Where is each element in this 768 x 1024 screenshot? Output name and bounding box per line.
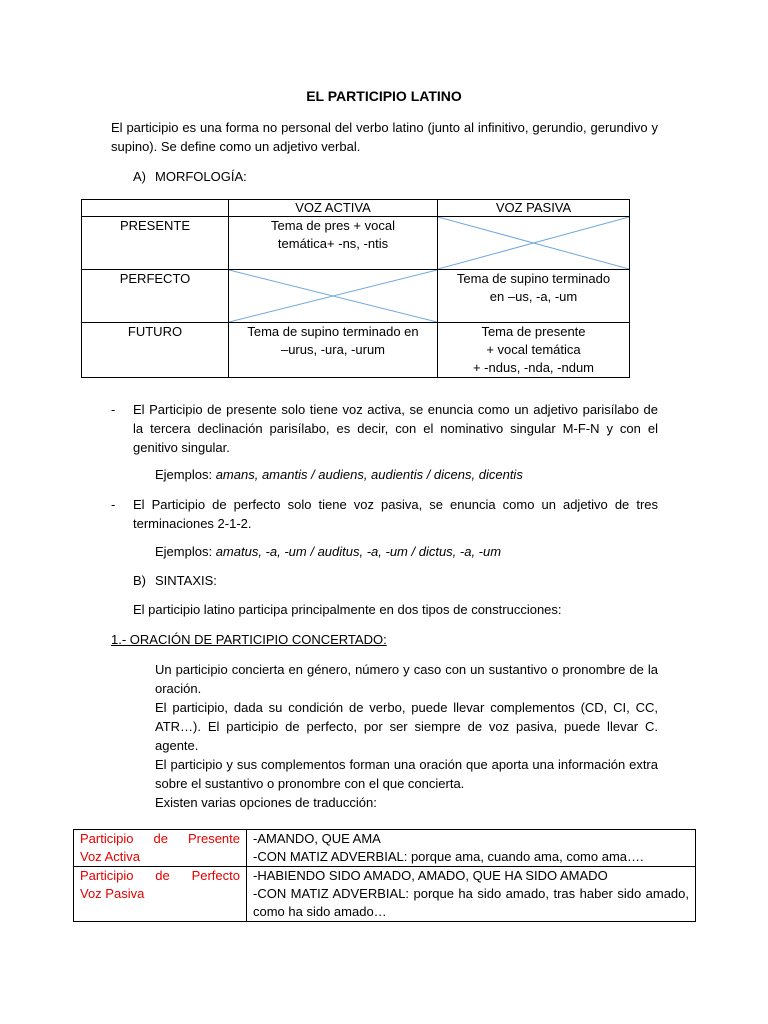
example-label: Ejemplos: <box>155 544 213 559</box>
morph-header-passive: VOZ PASIVA <box>438 200 630 217</box>
concertado-paragraph: El participio y sus complementos forman una oración que aporta una información extra sobre el sustantivo o pronombre con el que concierta. <box>155 757 658 791</box>
section-b-letter: B) <box>133 573 146 588</box>
morph-row-presente <box>82 217 630 270</box>
intro-paragraph: El participio es una forma no personal del verbo latino (junto al infinitivo, gerundio, gerundivo y supino). Se define como un adjetivo verbal. <box>111 120 658 154</box>
morphology-table <box>81 199 630 378</box>
translation-options: -AMANDO, QUE AMA -CON MATIZ ADVERBIAL: porque ama, cuando ama, como ama…. <box>247 830 696 867</box>
morph-header-active: VOZ ACTIVA <box>229 200 438 217</box>
example-perfecto <box>155 544 501 559</box>
concertado-paragraph: Un participio concierta en género, número y caso con un sustantivo o pronombre de la oración. <box>155 662 658 696</box>
morph-cell-crossed <box>229 270 438 323</box>
morph-cell-crossed <box>438 217 630 270</box>
morph-row-futuro <box>82 323 630 378</box>
translation-options: -HABIENDO SIDO AMADO, AMADO, QUE HA SIDO AMADO -CON MATIZ ADVERBIAL: porque ha sido amado, tras haber sido amado, como ha sido amado… <box>247 867 696 922</box>
morph-header-row <box>82 200 630 217</box>
bullet-text: El Participio de presente solo tiene voz activa, se enuncia como un adjetivo parisílabo de la tercera declinación parisílabo, es decir, con el nominativo singular M-F-N y con el genitivo singular. <box>133 402 658 455</box>
sintaxis-intro: El participio latino participa principalmente en dos tipos de construcciones: <box>133 602 562 617</box>
example-label: Ejemplos: <box>155 467 213 482</box>
translation-label: Participio de Presente Voz Activa <box>74 830 247 867</box>
example-presente <box>155 467 523 482</box>
morph-row-label: PRESENTE <box>82 217 229 270</box>
morph-header-empty <box>82 200 229 217</box>
translation-table <box>73 829 696 922</box>
section-a-heading <box>133 169 247 184</box>
morph-cell-active: Tema de supino terminado en –urus, -ura, -urum <box>229 323 438 378</box>
cross-out-icon <box>229 270 437 322</box>
morph-cell-active: Tema de pres + vocal temática+ -ns, -ntis <box>229 217 438 270</box>
bullet-participio-perfecto <box>111 495 658 533</box>
bullet-text: El Participio de perfecto solo tiene voz pasiva, se enuncia como un adjetivo de tres terminaciones 2-1-2. <box>133 497 658 531</box>
section-a-letter: A) <box>133 169 146 184</box>
translation-label: Participio de Perfecto Voz Pasiva <box>74 867 247 922</box>
page-title: EL PARTICIPIO LATINO <box>306 88 462 104</box>
example-value: amatus, -a, -um / auditus, -a, -um / dictus, -a, -um <box>215 544 502 559</box>
concertado-body <box>155 660 658 812</box>
morph-row-label: FUTURO <box>82 323 229 378</box>
bullet-participio-presente <box>111 400 658 457</box>
concertado-paragraph: El participio, dada su condición de verbo, puede llevar complementos (CD, CI, CC, ATR…). El participio de perfecto, por ser siempre de voz pasiva, puede llevar C. agente. <box>155 700 658 753</box>
morph-row-perfecto <box>82 270 630 323</box>
concertado-paragraph: Existen varias opciones de traducción: <box>155 795 377 810</box>
concertado-title: 1.- ORACIÓN DE PARTICIPIO CONCERTADO: <box>111 632 387 647</box>
section-a-label: MORFOLOGÍA: <box>155 169 247 184</box>
morph-cell-passive: Tema de supino terminado en –us, -a, -um <box>438 270 630 323</box>
translation-row-perfecto <box>74 867 696 922</box>
bullet-dash: - <box>111 497 116 512</box>
morph-row-label: PERFECTO <box>82 270 229 323</box>
section-b-heading <box>133 573 217 588</box>
bullet-dash: - <box>111 402 116 417</box>
example-value: amans, amantis / audiens, audientis / dicens, dicentis <box>215 467 523 482</box>
section-b-label: SINTAXIS: <box>155 573 217 588</box>
cross-out-icon <box>438 217 629 269</box>
morph-cell-passive: Tema de presente + vocal temática + -ndus, -nda, -ndum <box>438 323 630 378</box>
translation-row-presente <box>74 830 696 867</box>
